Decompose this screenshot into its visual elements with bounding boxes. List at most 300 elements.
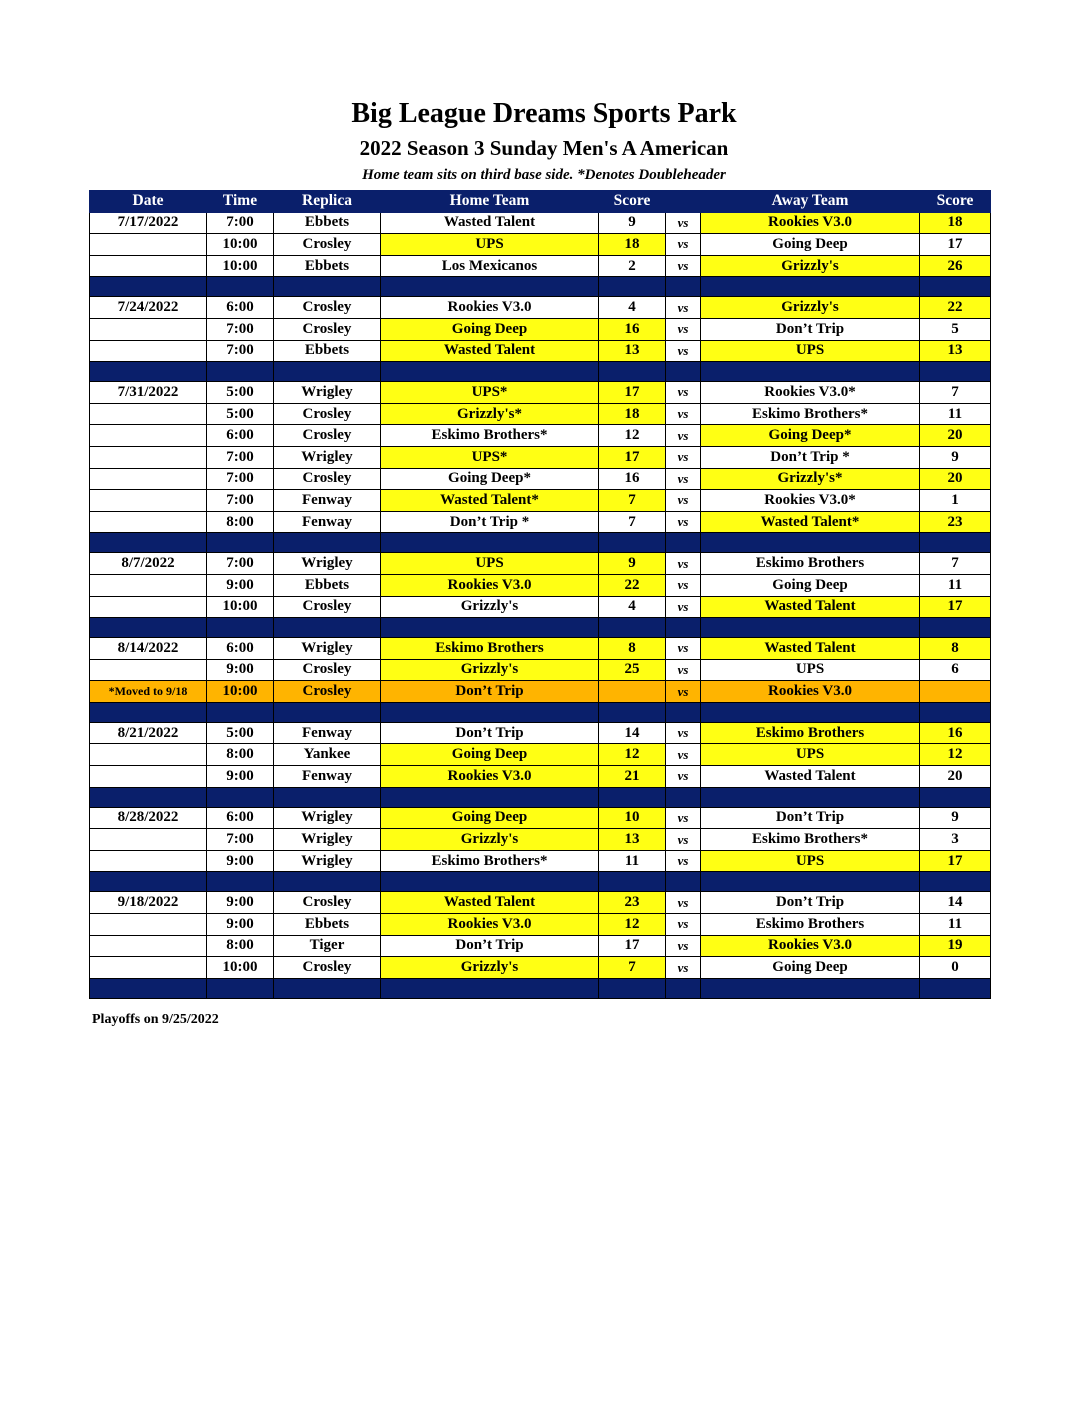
game-date bbox=[90, 659, 207, 681]
home-score: 21 bbox=[599, 766, 666, 788]
game-date bbox=[90, 829, 207, 851]
game-replica-field: Fenway bbox=[274, 766, 381, 788]
game-date: 7/24/2022 bbox=[90, 297, 207, 319]
week-separator-row bbox=[90, 618, 991, 638]
game-row bbox=[90, 340, 991, 362]
home-score: 17 bbox=[599, 446, 666, 468]
home-team: Going Deep bbox=[381, 318, 599, 340]
game-replica-field: Ebbets bbox=[274, 574, 381, 596]
away-score: 20 bbox=[920, 766, 991, 788]
vs-label: vs bbox=[666, 744, 701, 766]
separator-cell bbox=[207, 702, 274, 722]
game-replica-field: Crosley bbox=[274, 957, 381, 979]
game-row bbox=[90, 446, 991, 468]
game-row bbox=[90, 681, 991, 703]
game-row bbox=[90, 234, 991, 256]
home-score: 12 bbox=[599, 744, 666, 766]
separator-cell bbox=[701, 533, 920, 553]
game-date bbox=[90, 511, 207, 533]
separator-cell bbox=[666, 618, 701, 638]
home-team: Rookies V3.0 bbox=[381, 766, 599, 788]
home-score: 23 bbox=[599, 892, 666, 914]
column-header-time: Time bbox=[207, 191, 274, 213]
away-team: Don’t Trip bbox=[701, 807, 920, 829]
game-date bbox=[90, 468, 207, 490]
away-score: 3 bbox=[920, 829, 991, 851]
separator-cell bbox=[90, 872, 207, 892]
vs-label: vs bbox=[666, 807, 701, 829]
vs-label: vs bbox=[666, 574, 701, 596]
home-team: Going Deep bbox=[381, 744, 599, 766]
separator-cell bbox=[599, 872, 666, 892]
game-time: 7:00 bbox=[207, 553, 274, 575]
home-team: UPS bbox=[381, 553, 599, 575]
away-team: Don’t Trip * bbox=[701, 446, 920, 468]
game-row bbox=[90, 766, 991, 788]
separator-cell bbox=[920, 702, 991, 722]
game-date bbox=[90, 403, 207, 425]
column-header-replica: Replica bbox=[274, 191, 381, 213]
away-score: 17 bbox=[920, 596, 991, 618]
home-team: Wasted Talent bbox=[381, 340, 599, 362]
home-score: 11 bbox=[599, 850, 666, 872]
game-time: 10:00 bbox=[207, 596, 274, 618]
separator-cell bbox=[207, 787, 274, 807]
game-time: 5:00 bbox=[207, 403, 274, 425]
game-row bbox=[90, 957, 991, 979]
game-date: *Moved to 9/18 bbox=[90, 681, 207, 703]
game-replica-field: Ebbets bbox=[274, 914, 381, 936]
game-replica-field: Fenway bbox=[274, 722, 381, 744]
game-time: 9:00 bbox=[207, 659, 274, 681]
away-team: UPS bbox=[701, 340, 920, 362]
schedule-table bbox=[89, 190, 991, 999]
game-row bbox=[90, 596, 991, 618]
game-date: 8/14/2022 bbox=[90, 638, 207, 660]
home-team: Eskimo Brothers bbox=[381, 638, 599, 660]
home-team: Grizzly's bbox=[381, 596, 599, 618]
home-score: 13 bbox=[599, 340, 666, 362]
home-score: 12 bbox=[599, 425, 666, 447]
away-team: Rookies V3.0 bbox=[701, 212, 920, 234]
week-separator-row bbox=[90, 277, 991, 297]
away-team: Wasted Talent* bbox=[701, 511, 920, 533]
vs-label: vs bbox=[666, 766, 701, 788]
column-header-away-team: Away Team bbox=[701, 191, 920, 213]
vs-label: vs bbox=[666, 935, 701, 957]
game-date bbox=[90, 318, 207, 340]
game-date: 8/21/2022 bbox=[90, 722, 207, 744]
separator-cell bbox=[274, 277, 381, 297]
vs-label: vs bbox=[666, 659, 701, 681]
game-time: 7:00 bbox=[207, 490, 274, 512]
away-team: Don’t Trip bbox=[701, 318, 920, 340]
away-team: Eskimo Brothers* bbox=[701, 403, 920, 425]
away-score: 22 bbox=[920, 297, 991, 319]
away-score: 12 bbox=[920, 744, 991, 766]
away-score: 9 bbox=[920, 807, 991, 829]
separator-cell bbox=[274, 978, 381, 998]
game-row bbox=[90, 425, 991, 447]
game-time: 10:00 bbox=[207, 255, 274, 277]
away-team: Rookies V3.0* bbox=[701, 490, 920, 512]
game-time: 8:00 bbox=[207, 935, 274, 957]
game-time: 6:00 bbox=[207, 807, 274, 829]
separator-cell bbox=[381, 787, 599, 807]
game-replica-field: Wrigley bbox=[274, 638, 381, 660]
game-date: 9/18/2022 bbox=[90, 892, 207, 914]
game-date bbox=[90, 574, 207, 596]
home-score: 14 bbox=[599, 722, 666, 744]
separator-cell bbox=[381, 702, 599, 722]
home-team: Wasted Talent bbox=[381, 212, 599, 234]
vs-label: vs bbox=[666, 446, 701, 468]
separator-cell bbox=[90, 978, 207, 998]
home-score: 16 bbox=[599, 318, 666, 340]
away-score: 20 bbox=[920, 425, 991, 447]
game-time: 10:00 bbox=[207, 234, 274, 256]
game-replica-field: Wrigley bbox=[274, 829, 381, 851]
home-team: Los Mexicanos bbox=[381, 255, 599, 277]
game-time: 9:00 bbox=[207, 892, 274, 914]
separator-cell bbox=[920, 533, 991, 553]
home-team: Rookies V3.0 bbox=[381, 297, 599, 319]
vs-label: vs bbox=[666, 212, 701, 234]
separator-cell bbox=[920, 618, 991, 638]
home-score: 25 bbox=[599, 659, 666, 681]
separator-cell bbox=[666, 533, 701, 553]
vs-label: vs bbox=[666, 553, 701, 575]
home-score: 7 bbox=[599, 490, 666, 512]
game-date: 7/17/2022 bbox=[90, 212, 207, 234]
away-team: Rookies V3.0 bbox=[701, 935, 920, 957]
game-time: 8:00 bbox=[207, 511, 274, 533]
away-score: 23 bbox=[920, 511, 991, 533]
away-team: Going Deep* bbox=[701, 425, 920, 447]
separator-cell bbox=[207, 533, 274, 553]
vs-label: vs bbox=[666, 914, 701, 936]
game-time: 9:00 bbox=[207, 914, 274, 936]
vs-label: vs bbox=[666, 829, 701, 851]
home-score bbox=[599, 681, 666, 703]
home-team: Rookies V3.0 bbox=[381, 574, 599, 596]
away-score: 11 bbox=[920, 574, 991, 596]
away-score: 8 bbox=[920, 638, 991, 660]
separator-cell bbox=[90, 702, 207, 722]
game-row bbox=[90, 553, 991, 575]
column-header-date: Date bbox=[90, 191, 207, 213]
game-time: 10:00 bbox=[207, 957, 274, 979]
home-score: 17 bbox=[599, 935, 666, 957]
home-team: Grizzly's bbox=[381, 659, 599, 681]
away-team: Going Deep bbox=[701, 234, 920, 256]
separator-cell bbox=[274, 362, 381, 382]
separator-cell bbox=[381, 277, 599, 297]
game-row bbox=[90, 914, 991, 936]
home-score: 8 bbox=[599, 638, 666, 660]
home-team: UPS* bbox=[381, 382, 599, 404]
week-separator-row bbox=[90, 978, 991, 998]
separator-cell bbox=[599, 978, 666, 998]
home-team: Wasted Talent bbox=[381, 892, 599, 914]
game-replica-field: Wrigley bbox=[274, 807, 381, 829]
away-team: Eskimo Brothers bbox=[701, 914, 920, 936]
away-team: Eskimo Brothers* bbox=[701, 829, 920, 851]
vs-label: vs bbox=[666, 234, 701, 256]
home-team: Wasted Talent* bbox=[381, 490, 599, 512]
home-team: Eskimo Brothers* bbox=[381, 425, 599, 447]
vs-label: vs bbox=[666, 340, 701, 362]
home-score: 17 bbox=[599, 382, 666, 404]
separator-cell bbox=[90, 277, 207, 297]
game-replica-field: Crosley bbox=[274, 403, 381, 425]
away-score: 9 bbox=[920, 446, 991, 468]
game-row bbox=[90, 935, 991, 957]
vs-label: vs bbox=[666, 850, 701, 872]
game-replica-field: Crosley bbox=[274, 596, 381, 618]
game-date bbox=[90, 490, 207, 512]
away-team: UPS bbox=[701, 744, 920, 766]
game-time: 6:00 bbox=[207, 638, 274, 660]
separator-cell bbox=[381, 978, 599, 998]
home-score: 16 bbox=[599, 468, 666, 490]
game-date bbox=[90, 596, 207, 618]
separator-cell bbox=[599, 277, 666, 297]
game-replica-field: Tiger bbox=[274, 935, 381, 957]
game-row bbox=[90, 659, 991, 681]
away-score: 0 bbox=[920, 957, 991, 979]
separator-cell bbox=[90, 618, 207, 638]
home-team: Rookies V3.0 bbox=[381, 914, 599, 936]
home-score: 10 bbox=[599, 807, 666, 829]
game-replica-field: Wrigley bbox=[274, 446, 381, 468]
separator-cell bbox=[701, 872, 920, 892]
away-score: 19 bbox=[920, 935, 991, 957]
game-date bbox=[90, 446, 207, 468]
vs-label: vs bbox=[666, 468, 701, 490]
column-header-away-score: Score bbox=[920, 191, 991, 213]
page-subtitle: 2022 Season 3 Sunday Men's A American bbox=[359, 136, 729, 160]
game-time: 9:00 bbox=[207, 574, 274, 596]
game-date: 8/7/2022 bbox=[90, 553, 207, 575]
home-score: 22 bbox=[599, 574, 666, 596]
game-date bbox=[90, 850, 207, 872]
away-score: 18 bbox=[920, 212, 991, 234]
away-score: 14 bbox=[920, 892, 991, 914]
vs-label: vs bbox=[666, 382, 701, 404]
separator-cell bbox=[701, 978, 920, 998]
separator-cell bbox=[920, 362, 991, 382]
separator-cell bbox=[90, 787, 207, 807]
separator-cell bbox=[599, 618, 666, 638]
game-replica-field: Crosley bbox=[274, 681, 381, 703]
home-team: Don’t Trip bbox=[381, 681, 599, 703]
home-score: 18 bbox=[599, 403, 666, 425]
game-replica-field: Crosley bbox=[274, 234, 381, 256]
home-score: 4 bbox=[599, 596, 666, 618]
game-date bbox=[90, 744, 207, 766]
vs-label: vs bbox=[666, 297, 701, 319]
vs-label: vs bbox=[666, 638, 701, 660]
away-team: Don’t Trip bbox=[701, 892, 920, 914]
separator-cell bbox=[920, 978, 991, 998]
away-team: Wasted Talent bbox=[701, 596, 920, 618]
home-score: 7 bbox=[599, 957, 666, 979]
away-score: 1 bbox=[920, 490, 991, 512]
away-score: 11 bbox=[920, 914, 991, 936]
separator-cell bbox=[207, 277, 274, 297]
vs-label: vs bbox=[666, 892, 701, 914]
separator-cell bbox=[701, 702, 920, 722]
game-replica-field: Crosley bbox=[274, 468, 381, 490]
vs-label: vs bbox=[666, 957, 701, 979]
separator-cell bbox=[599, 362, 666, 382]
playoffs-note: Playoffs on 9/25/2022 bbox=[92, 1012, 219, 1027]
away-score bbox=[920, 681, 991, 703]
separator-cell bbox=[701, 787, 920, 807]
vs-label: vs bbox=[666, 681, 701, 703]
separator-cell bbox=[381, 362, 599, 382]
away-team: Grizzly's* bbox=[701, 468, 920, 490]
game-time: 5:00 bbox=[207, 382, 274, 404]
separator-cell bbox=[90, 533, 207, 553]
away-score: 7 bbox=[920, 382, 991, 404]
away-score: 17 bbox=[920, 234, 991, 256]
home-team: Grizzly's bbox=[381, 829, 599, 851]
week-separator-row bbox=[90, 362, 991, 382]
column-header-home-team: Home Team bbox=[381, 191, 599, 213]
game-row bbox=[90, 511, 991, 533]
column-header-home-score: Score bbox=[599, 191, 666, 213]
game-replica-field: Ebbets bbox=[274, 340, 381, 362]
separator-cell bbox=[666, 702, 701, 722]
game-date: 7/31/2022 bbox=[90, 382, 207, 404]
game-replica-field: Crosley bbox=[274, 425, 381, 447]
home-score: 9 bbox=[599, 553, 666, 575]
page-title: Big League Dreams Sports Park bbox=[351, 98, 737, 129]
home-score: 18 bbox=[599, 234, 666, 256]
vs-label: vs bbox=[666, 511, 701, 533]
week-separator-row bbox=[90, 787, 991, 807]
home-team: Eskimo Brothers* bbox=[381, 850, 599, 872]
game-date bbox=[90, 935, 207, 957]
game-replica-field: Crosley bbox=[274, 318, 381, 340]
home-team: Don’t Trip bbox=[381, 935, 599, 957]
away-team: Grizzly's bbox=[701, 255, 920, 277]
game-time: 7:00 bbox=[207, 446, 274, 468]
game-date bbox=[90, 425, 207, 447]
game-row bbox=[90, 403, 991, 425]
game-replica-field: Ebbets bbox=[274, 255, 381, 277]
game-replica-field: Crosley bbox=[274, 892, 381, 914]
separator-cell bbox=[274, 702, 381, 722]
game-row bbox=[90, 297, 991, 319]
game-time: 7:00 bbox=[207, 829, 274, 851]
game-replica-field: Ebbets bbox=[274, 212, 381, 234]
away-score: 17 bbox=[920, 850, 991, 872]
away-team: Going Deep bbox=[701, 574, 920, 596]
game-row bbox=[90, 212, 991, 234]
game-row bbox=[90, 829, 991, 851]
game-row bbox=[90, 382, 991, 404]
away-team: UPS bbox=[701, 659, 920, 681]
separator-cell bbox=[920, 872, 991, 892]
separator-cell bbox=[701, 618, 920, 638]
separator-cell bbox=[207, 872, 274, 892]
separator-cell bbox=[90, 362, 207, 382]
away-score: 26 bbox=[920, 255, 991, 277]
game-replica-field: Crosley bbox=[274, 659, 381, 681]
separator-cell bbox=[701, 277, 920, 297]
home-team: Grizzly's bbox=[381, 957, 599, 979]
game-time: 7:00 bbox=[207, 468, 274, 490]
vs-label: vs bbox=[666, 255, 701, 277]
home-team: UPS* bbox=[381, 446, 599, 468]
week-separator-row bbox=[90, 702, 991, 722]
game-replica-field: Fenway bbox=[274, 511, 381, 533]
vs-label: vs bbox=[666, 722, 701, 744]
home-team: Going Deep bbox=[381, 807, 599, 829]
separator-cell bbox=[381, 533, 599, 553]
game-time: 9:00 bbox=[207, 850, 274, 872]
game-row bbox=[90, 255, 991, 277]
separator-cell bbox=[207, 978, 274, 998]
away-score: 13 bbox=[920, 340, 991, 362]
separator-cell bbox=[920, 277, 991, 297]
separator-cell bbox=[666, 872, 701, 892]
separator-cell bbox=[381, 872, 599, 892]
game-time: 7:00 bbox=[207, 340, 274, 362]
column-header-vs bbox=[666, 191, 701, 213]
separator-cell bbox=[274, 872, 381, 892]
game-time: 6:00 bbox=[207, 297, 274, 319]
away-score: 5 bbox=[920, 318, 991, 340]
game-date bbox=[90, 957, 207, 979]
away-score: 11 bbox=[920, 403, 991, 425]
home-score: 13 bbox=[599, 829, 666, 851]
vs-label: vs bbox=[666, 596, 701, 618]
game-replica-field: Yankee bbox=[274, 744, 381, 766]
vs-label: vs bbox=[666, 403, 701, 425]
table-header-row bbox=[90, 191, 991, 213]
away-team: Grizzly's bbox=[701, 297, 920, 319]
home-score: 9 bbox=[599, 212, 666, 234]
schedule-note: Home team sits on third base side. *Denotes Doubleheader bbox=[362, 167, 726, 183]
game-row bbox=[90, 850, 991, 872]
separator-cell bbox=[666, 978, 701, 998]
separator-cell bbox=[274, 533, 381, 553]
separator-cell bbox=[666, 787, 701, 807]
separator-cell bbox=[381, 618, 599, 638]
game-date bbox=[90, 766, 207, 788]
home-team: Don’t Trip bbox=[381, 722, 599, 744]
game-time: 5:00 bbox=[207, 722, 274, 744]
away-team: Rookies V3.0* bbox=[701, 382, 920, 404]
away-score: 16 bbox=[920, 722, 991, 744]
separator-cell bbox=[274, 787, 381, 807]
separator-cell bbox=[599, 533, 666, 553]
separator-cell bbox=[207, 362, 274, 382]
away-score: 20 bbox=[920, 468, 991, 490]
away-team: Going Deep bbox=[701, 957, 920, 979]
week-separator-row bbox=[90, 872, 991, 892]
away-score: 7 bbox=[920, 553, 991, 575]
schedule-body bbox=[90, 212, 991, 998]
game-replica-field: Wrigley bbox=[274, 382, 381, 404]
game-row bbox=[90, 892, 991, 914]
home-score: 12 bbox=[599, 914, 666, 936]
game-date: 8/28/2022 bbox=[90, 807, 207, 829]
